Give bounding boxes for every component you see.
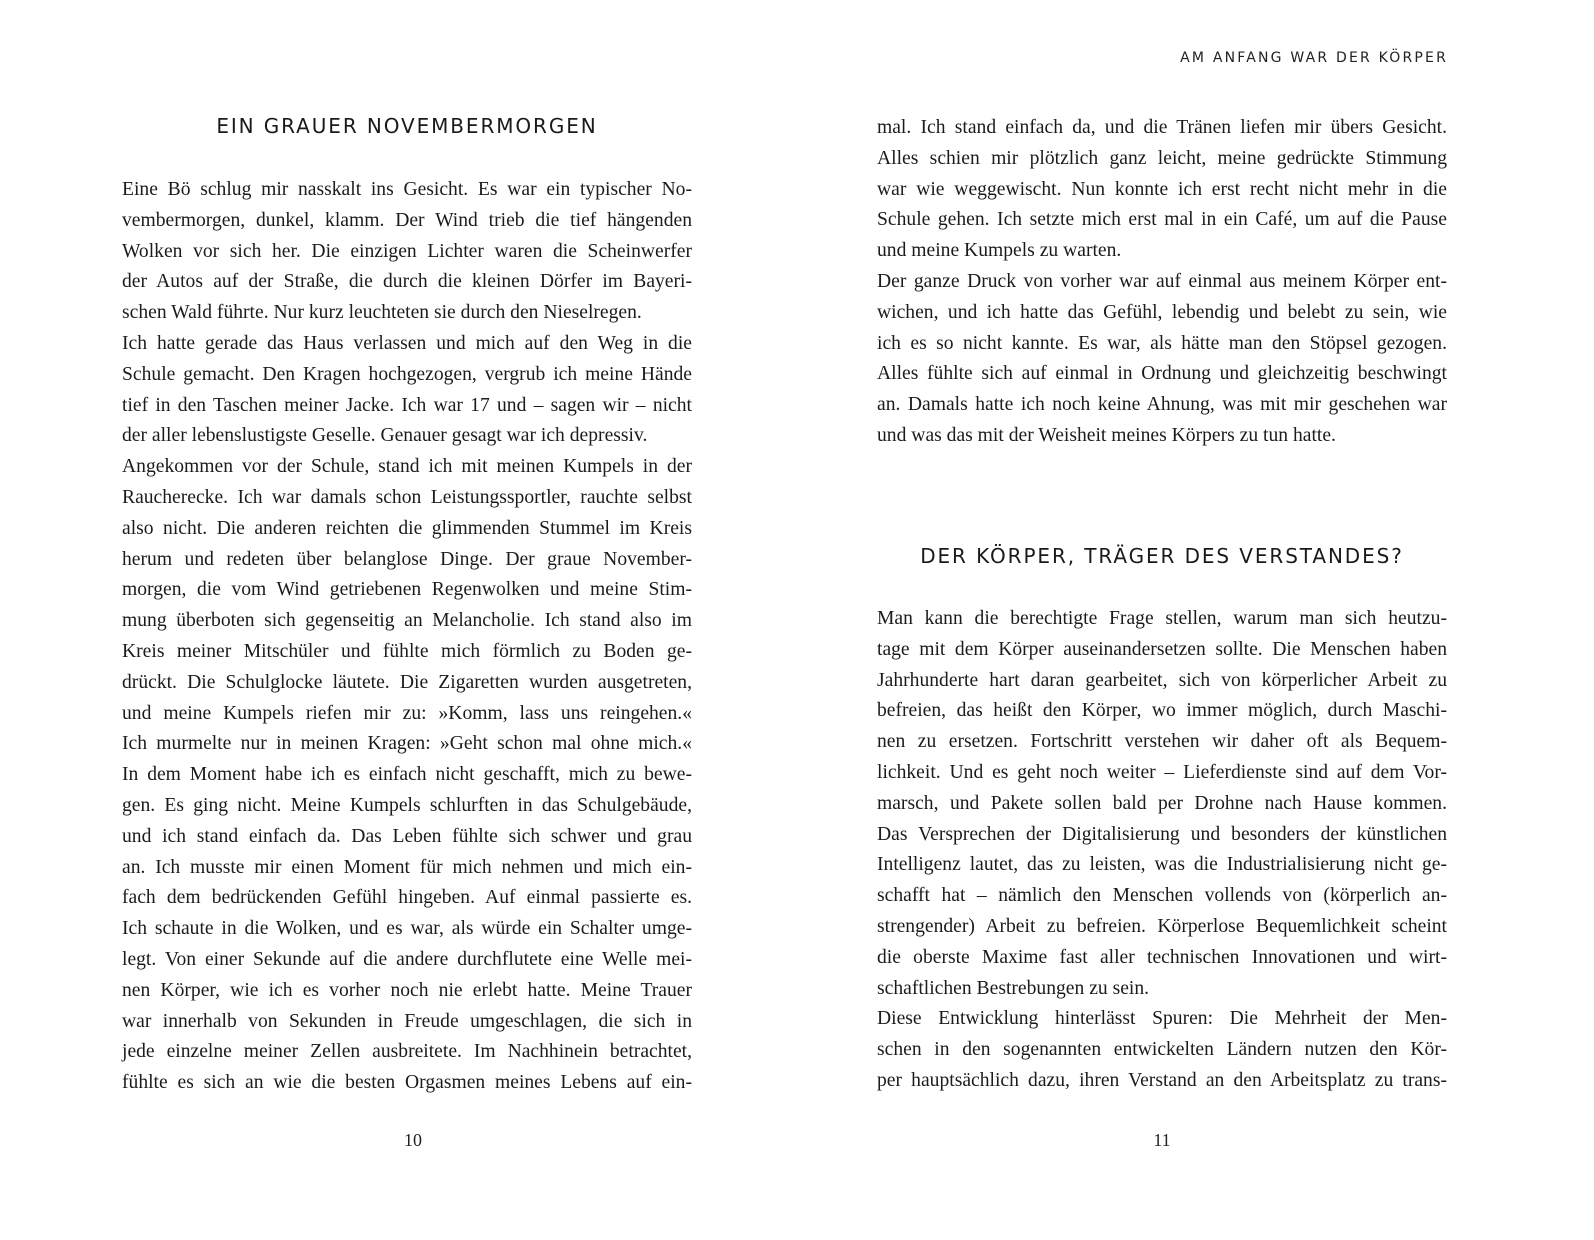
text-line: Wolken vor sich her. Die einzigen Lichter waren die Scheinwerfer bbox=[122, 240, 692, 262]
text-line: schen in den sogenannten entwickelten Ländern nutzen den Kör- bbox=[877, 1039, 1447, 1061]
text-line: In dem Moment habe ich es einfach nicht geschafft, mich zu bewe- bbox=[122, 764, 692, 786]
text-line: und meine Kumpels riefen mir zu: »Komm, lass uns reingehen.« bbox=[122, 702, 692, 724]
text-line: tief in den Taschen meiner Jacke. Ich war 17 und – sagen wir – nicht bbox=[122, 394, 692, 416]
text-line: Eine Bö schlug mir nasskalt ins Gesicht. Es war ein typischer No- bbox=[122, 179, 692, 200]
text-line: vembermorgen, dunkel, klamm. Der Wind trieb die tief hängenden bbox=[122, 209, 692, 231]
text-line: schafft hat – nämlich den Menschen vollends von (körperlich an- bbox=[877, 885, 1447, 907]
text-line: wichen, und ich hatte das Gefühl, lebendig und belebt zu sein, wie bbox=[877, 301, 1447, 323]
text-line: herum und redeten über belanglose Dinge. Der graue November- bbox=[122, 548, 692, 570]
body-text bbox=[122, 175, 692, 1099]
text-line: war wie weggewischt. Nun konnte ich erst recht nicht mehr in die bbox=[877, 178, 1447, 200]
text-line: also nicht. Die anderen reichten die glimmenden Stummel im Kreis bbox=[122, 517, 692, 539]
text-line: die oberste Maxime fast aller technischen Innovationen und wirt- bbox=[877, 946, 1447, 968]
text-line: Alles schien mir plötzlich ganz leicht, meine gedrückte Stimmung bbox=[877, 147, 1447, 169]
text-line: befreien, das heißt den Körper, wo immer möglich, durch Maschi- bbox=[877, 700, 1447, 722]
text-line: schen Wald führte. Nur kurz leuchteten sie durch den Nieselregen. bbox=[122, 302, 642, 324]
text-line: Ich hatte gerade das Haus verlassen und mich auf den Weg in die bbox=[122, 332, 692, 354]
text-line: und meine Kumpels zu warten. bbox=[877, 240, 1122, 262]
section-heading: EIN GRAUER NOVEMBERMORGEN bbox=[216, 114, 598, 138]
text-line: Schule gehen. Ich setzte mich erst mal in ein Café, um auf die Pause bbox=[877, 209, 1447, 231]
body-text bbox=[877, 604, 1447, 1097]
body-text-continued bbox=[877, 113, 1447, 452]
text-line: und was das mit der Weisheit meines Körpers zu tun hatte. bbox=[877, 424, 1336, 446]
text-line: war innerhalb von Sekunden in Freude umgeschlagen, die sich in bbox=[122, 1010, 692, 1032]
text-line: gen. Es ging nicht. Meine Kumpels schlurften in das Schulgebäude, bbox=[122, 794, 692, 816]
text-line: nen zu ersetzen. Fortschritt verstehen wir daher oft als Bequem- bbox=[877, 731, 1447, 753]
text-line: Kreis meiner Mitschüler und fühlte mich förmlich zu Boden ge- bbox=[122, 640, 692, 662]
text-line: Intelligenz lautet, das zu leisten, was die Industrialisierung nicht ge- bbox=[877, 854, 1447, 876]
text-line: ich es so nicht kannte. Es war, als hätte man den Stöpsel gezogen. bbox=[877, 332, 1447, 354]
text-line: Diese Entwicklung hinterlässt Spuren: Die Mehrheit der Men- bbox=[877, 1008, 1447, 1030]
text-line: Man kann die berechtigte Frage stellen, warum man sich heutzu- bbox=[877, 608, 1447, 629]
text-line: jede einzelne meiner Zellen ausbreitete. Im Nachhinein betrachtet, bbox=[122, 1041, 692, 1063]
text-line: marsch, und Pakete sollen bald per Drohne nach Hause kommen. bbox=[877, 792, 1447, 814]
text-line: Alles fühlte sich auf einmal in Ordnung und gleichzeitig beschwingt bbox=[877, 363, 1447, 385]
text-line: Jahrhunderte hart daran gearbeitet, sich von körperlicher Arbeit zu bbox=[877, 669, 1447, 691]
text-line: schaftlichen Bestrebungen zu sein. bbox=[877, 977, 1150, 999]
text-line: mal. Ich stand einfach da, und die Tränen liefen mir übers Gesicht. bbox=[877, 117, 1447, 138]
text-line: mung überboten sich gegenseitig an Melancholie. Ich stand also im bbox=[122, 610, 692, 632]
text-line: drückt. Die Schulglocke läutete. Die Zigaretten wurden ausgetreten, bbox=[122, 671, 692, 693]
text-line: per hauptsächlich dazu, ihren Verstand an den Arbeitsplatz zu trans- bbox=[877, 1069, 1447, 1091]
page-number: 11 bbox=[1153, 1130, 1171, 1150]
text-line: an. Damals hatte ich noch keine Ahnung, was mit mir geschehen war bbox=[877, 394, 1447, 416]
text-line: strengender) Arbeit zu befreien. Körperlose Bequemlichkeit scheint bbox=[877, 915, 1447, 937]
text-line: der aller lebenslustigste Geselle. Genauer gesagt war ich depressiv. bbox=[122, 425, 648, 447]
section-heading: DER KÖRPER, TRÄGER DES VERSTANDES? bbox=[920, 544, 1404, 568]
text-line: fach dem bedrückenden Gefühl hingeben. Auf einmal passierte es. bbox=[122, 887, 692, 909]
text-line: morgen, die vom Wind getriebenen Regenwolken und meine Stim- bbox=[122, 579, 692, 601]
right-page bbox=[797, 0, 1594, 1240]
page-number: 10 bbox=[404, 1130, 422, 1150]
text-line: Angekommen vor der Schule, stand ich mit meinen Kumpels in der bbox=[122, 456, 692, 478]
text-line: lichkeit. Und es geht noch weiter – Lieferdienste sind auf dem Vor- bbox=[877, 761, 1447, 783]
text-line: Ich schaute in die Wolken, und es war, als würde ein Schalter umge- bbox=[122, 918, 692, 940]
text-line: tage mit dem Körper auseinandersetzen sollte. Die Menschen haben bbox=[877, 638, 1447, 660]
text-line: legt. Von einer Sekunde auf die andere durchflutete eine Welle mei- bbox=[122, 948, 692, 970]
text-line: Raucherecke. Ich war damals schon Leistungssportler, rauchte selbst bbox=[122, 486, 692, 508]
text-line: Der ganze Druck von vorher war auf einmal aus meinem Körper ent- bbox=[877, 270, 1447, 292]
text-line: fühlte es sich an wie die besten Orgasmen meines Lebens auf ein- bbox=[122, 1072, 692, 1094]
text-line: Ich murmelte nur in meinen Kragen: »Geht schon mal ohne mich.« bbox=[122, 733, 692, 755]
text-line: Schule gemacht. Den Kragen hochgezogen, vergrub ich meine Hände bbox=[122, 363, 692, 385]
text-line: der Autos auf der Straße, die durch die kleinen Dörfer im Bayeri- bbox=[122, 271, 692, 293]
running-head: AM ANFANG WAR DER KÖRPER bbox=[1180, 50, 1448, 66]
text-line: an. Ich musste mir einen Moment für mich nehmen und mich ein- bbox=[122, 856, 692, 878]
text-line: nen Körper, wie ich es vorher noch nie erlebt hatte. Meine Trauer bbox=[122, 979, 692, 1001]
text-line: Das Versprechen der Digitalisierung und besonders der künstlichen bbox=[877, 823, 1447, 845]
text-line: und ich stand einfach da. Das Leben fühlte sich schwer und grau bbox=[122, 825, 692, 847]
